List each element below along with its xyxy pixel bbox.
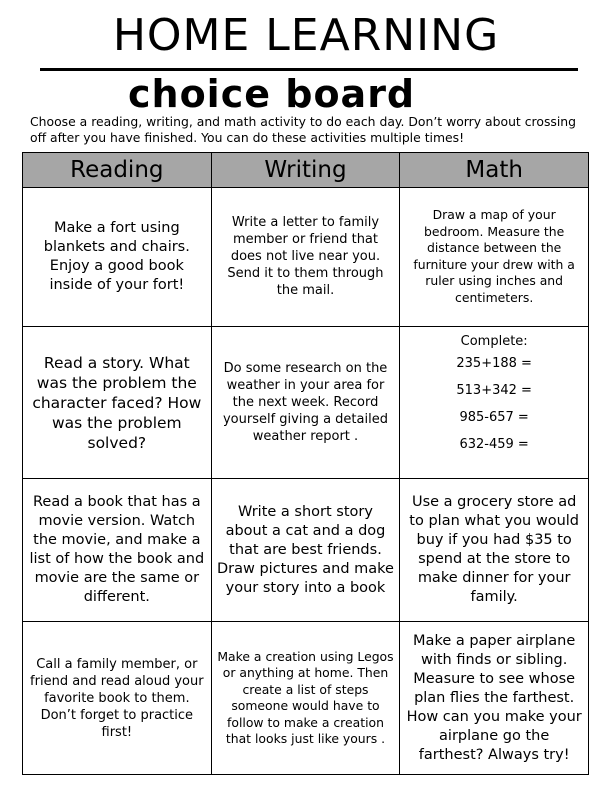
header-row: [23, 153, 589, 188]
math-problem: 985-657 =: [459, 409, 529, 425]
column-header-writing: Writing: [211, 153, 400, 188]
column-header-math: Math: [400, 153, 589, 188]
math-instruction: Complete:: [460, 333, 528, 349]
math-activity-cell: Use a grocery store ad to plan what you would buy if you had $35 to spend at the store to make dinner for your family.: [400, 479, 589, 622]
choice-board-table: [22, 152, 589, 775]
math-problem: 632-459 =: [459, 436, 529, 452]
writing-activity-cell: Make a creation using Legos or anything at home. Then create a list of steps someone would have to follow to make a creation that looks just like yours .: [211, 622, 400, 775]
writing-activity-cell: Write a letter to family member or friend that does not live near you. Send it to them through the mail.: [211, 188, 400, 327]
table-row: [23, 326, 589, 479]
column-header-reading: Reading: [23, 153, 212, 188]
table-row: [23, 188, 589, 327]
table-row: [23, 479, 589, 622]
writing-activity-cell: Do some research on the weather in your area for the next week. Record yourself giving a detailed weather report .: [211, 326, 400, 479]
math-problem: 235+188 =: [456, 355, 532, 371]
reading-activity-cell: Make a fort using blankets and chairs. Enjoy a good book inside of your fort!: [23, 188, 212, 327]
reading-activity-cell: Read a book that has a movie version. Watch the movie, and make a list of how the book and movie are the same or different.: [23, 479, 212, 622]
math-activity-cell: Draw a map of your bedroom. Measure the distance between the furniture your drew with a ruler using inches and centimeters.: [400, 188, 589, 327]
reading-activity-cell: Read a story. What was the problem the character faced? How was the problem solved?: [23, 326, 212, 479]
math-activity-cell: [400, 326, 589, 479]
math-problem-list: [405, 350, 583, 458]
page-title: HOME LEARNING: [112, 10, 500, 61]
reading-activity-cell: Call a family member, or friend and read aloud your favorite book to them. Don’t forget to practice first!: [23, 622, 212, 775]
page-subtitle: choice board: [128, 72, 416, 116]
table-row: [23, 622, 589, 775]
title-underline: [40, 68, 578, 71]
instructions-text: Choose a reading, writing, and math activity to do each day. Don’t worry about crossing off after you have finished. You can do these activities multiple times!: [30, 114, 577, 145]
math-problem: 513+342 =: [456, 382, 532, 398]
math-activity-cell: Make a paper airplane with finds or sibling. Measure to see whose plan flies the farthest. How can you make your airplane go the farthest? Always try!: [400, 622, 589, 775]
writing-activity-cell: Write a short story about a cat and a dog that are best friends. Draw pictures and make your story into a book: [211, 479, 400, 622]
